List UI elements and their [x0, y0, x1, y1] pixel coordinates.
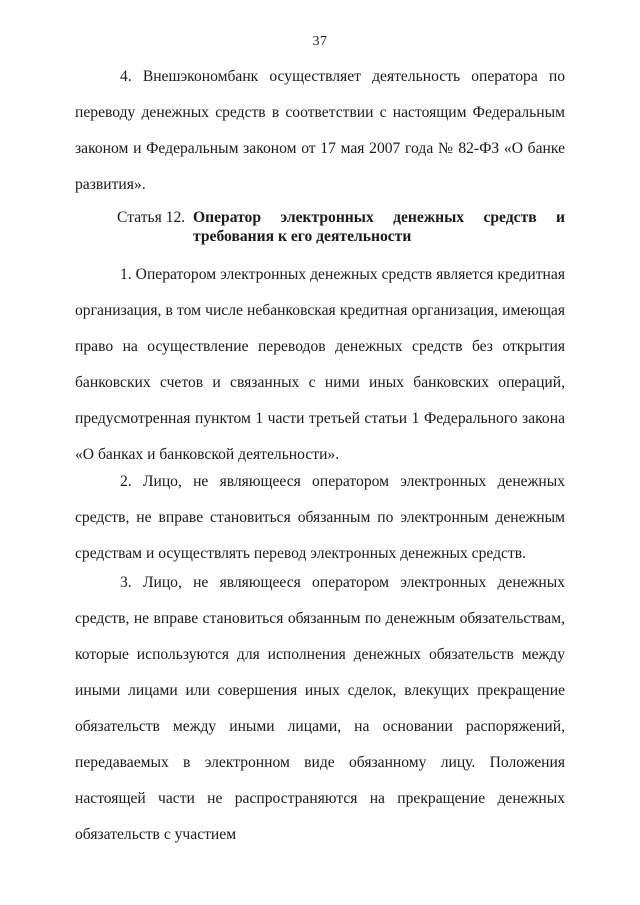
article-label: Статья 12.	[117, 209, 186, 226]
article-title	[193, 208, 565, 246]
paragraph-intro: 4. Внешэкономбанк осуществляет деятельность оператора по переводу денежных средств в соответствии с настоящим Федеральным законом и Федеральным законом от 17 мая 2007 года № 82-ФЗ «О банке развития».	[75, 68, 565, 193]
article-title-line-1: Оператор электронных денежных средств и	[193, 209, 565, 226]
page-number: 37	[312, 34, 328, 49]
paragraph-item-3: 3. Лицо, не являющееся оператором электронных денежных средств, не вправе становиться обязанным по денежным обязательствам, которые используются для исполнения денежных обязательств между иными лицами или совершения иных сделок, влекущих прекращение обязательств между иными лицами, на основании распоряжений, передаваемых в электронном виде обязанному лицу. Положения настоящей части не распространяются на прекращение денежных обязательств с участием	[75, 574, 565, 843]
paragraph-item-1: 1. Оператором электронных денежных средств является кредитная организация, в том числе небанковская кредитная организация, имеющая право на осуществление переводов денежных средств без открытия банковских счетов и связанных с ними иных банковских операций, предусмотренная пунктом 1 части третьей статьи 1 Федерального закона «О банках и банковской деятельности».	[75, 266, 565, 463]
article-title-line-2: требования к его деятельности	[193, 228, 412, 245]
paragraph-item-2: 2. Лицо, не являющееся оператором электронных денежных средств, не вправе становиться обязанным по электронным денежным средствам и осуществлять перевод электронных денежных средств.	[75, 473, 565, 562]
